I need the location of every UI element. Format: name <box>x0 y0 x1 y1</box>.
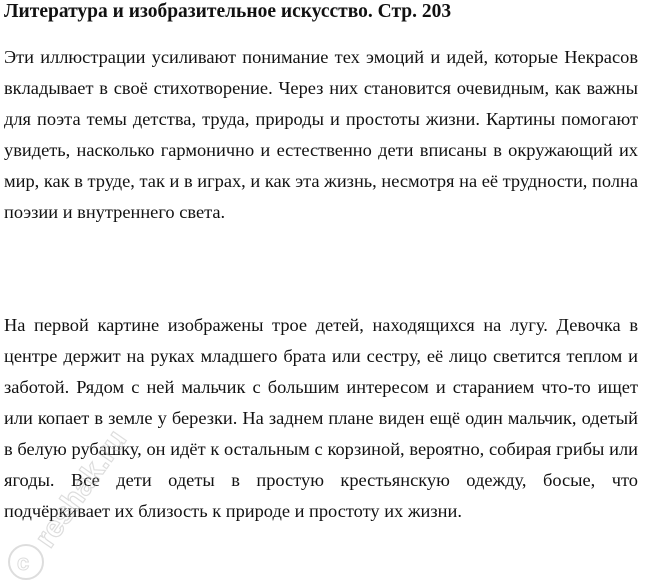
page-title: Литература и изобразительное искусство. Стр. 203 <box>4 1 452 22</box>
svg-text:c: c <box>17 550 30 575</box>
paragraph-1: Эти иллюстрации усиливают понимание тех эмоций и идей, которые Некрасов вкладывает в своё стихотворение. Через них становится очевидным, как важны для поэта темы детства, труда, природы и простоты жизни. Картины помогают увидеть, насколько гармонично и естественно дети вписаны в окружающий их мир, как в труде, так и в играх, и как эта жизнь, несмотря на её трудности, полна поэзии и внутреннего света. <box>4 47 638 222</box>
paragraph-2: На первой картине изображены трое детей, находящихся на лугу. Девочка в центре держит на руках младшего брата или сестру, её лицо светится теплом и заботой. Рядом с ней мальчик с большим интересом и старанием что-то ищет или копает в земле у березки. На заднем плане виден ещё один мальчик, одетый в белую рубашку, он идёт к остальным с корзиной, вероятно, собирая грибы или ягоды. Все дети одеты в простую крестьянскую одежду, босые, что подчёркивает их близость к природе и простоту их жизни. <box>4 315 638 521</box>
watermark-text: reshak.ru <box>28 424 134 554</box>
